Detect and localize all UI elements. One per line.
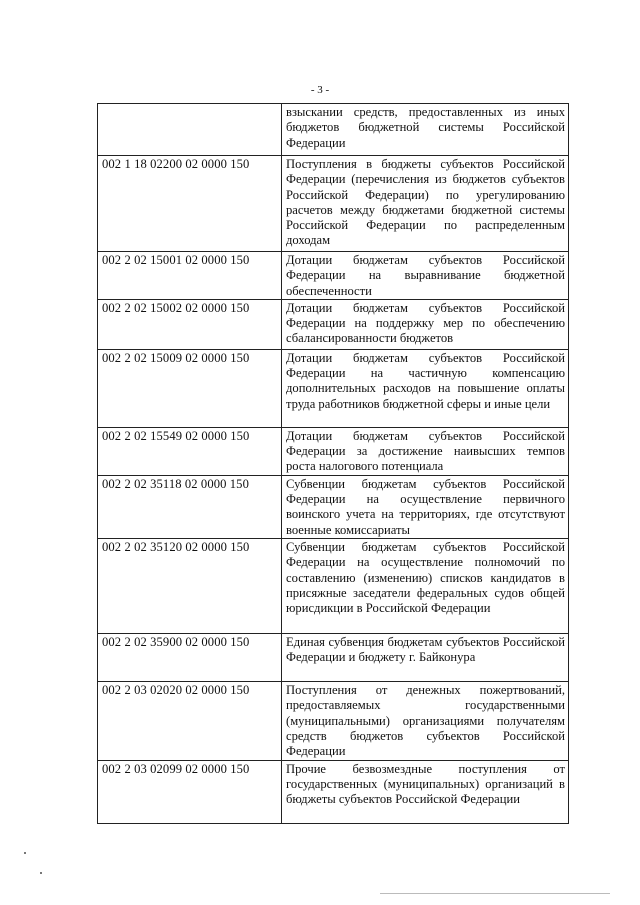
page-number: - 3 -: [310, 84, 330, 96]
budget-code-cell: 002 2 02 35900 02 0000 150: [98, 634, 282, 682]
scan-speck: [40, 872, 42, 874]
table-row: [98, 682, 569, 760]
description-cell: взыскании средств, предоставленных из иных бюджетов бюджетной системы Российской Федерации: [282, 104, 569, 156]
budget-code-cell: [98, 104, 282, 156]
table-row: [98, 760, 569, 823]
description-cell: Дотации бюджетам субъектов Российской Федерации на выравнивание бюджетной обеспеченности: [282, 252, 569, 300]
budget-code-cell: 002 2 02 35118 02 0000 150: [98, 475, 282, 538]
description-cell: Субвенции бюджетам субъектов Российской Федерации на осуществление полномочий по составлению (изменению) списков кандидатов в присяжные заседатели федеральных судов общей юрисдикции в Российской Федерации: [282, 539, 569, 634]
description-cell: Единая субвенция бюджетам субъектов Российской Федерации и бюджету г. Байконура: [282, 634, 569, 682]
budget-code-cell: 002 2 02 15002 02 0000 150: [98, 299, 282, 349]
description-cell: Дотации бюджетам субъектов Российской Федерации на поддержку мер по обеспечению сбалансированности бюджетов: [282, 299, 569, 349]
table-row: [98, 252, 569, 300]
description-cell: Поступления от денежных пожертвований, предоставляемых государственными (муниципальными) организациями получателям средств бюджетов субъектов Российской Федерации: [282, 682, 569, 760]
revenue-codes-table: [97, 103, 569, 824]
table-row: [98, 634, 569, 682]
budget-code-cell: 002 2 03 02099 02 0000 150: [98, 760, 282, 823]
table-row: [98, 539, 569, 634]
table-row: [98, 427, 569, 475]
budget-code-cell: 002 2 02 15009 02 0000 150: [98, 349, 282, 427]
budget-code-cell: 002 2 02 15549 02 0000 150: [98, 427, 282, 475]
description-cell: Поступления в бюджеты субъектов Российской Федерации (перечисления из бюджетов субъектов Российской Федерации) по урегулированию расчетов между бюджетами бюджетной системы Российской Федерации по распределенным доходам: [282, 156, 569, 252]
description-cell: Дотации бюджетам субъектов Российской Федерации за достижение наивысших темпов роста налогового потенциала: [282, 427, 569, 475]
scan-edge-line: [380, 893, 610, 894]
description-cell: Субвенции бюджетам субъектов Российской Федерации на осуществление первичного воинского учета на территориях, где отсутствуют военные комиссариаты: [282, 475, 569, 538]
description-cell: Дотации бюджетам субъектов Российской Федерации на частичную компенсацию дополнительных расходов на повышение оплаты труда работников бюджетной сферы и иные цели: [282, 349, 569, 427]
table-row: [98, 299, 569, 349]
budget-code-cell: 002 1 18 02200 02 0000 150: [98, 156, 282, 252]
budget-code-cell: 002 2 02 15001 02 0000 150: [98, 252, 282, 300]
table-row: [98, 156, 569, 252]
table-row: [98, 349, 569, 427]
scan-speck: [24, 852, 26, 854]
table-row: [98, 475, 569, 538]
budget-code-cell: 002 2 03 02020 02 0000 150: [98, 682, 282, 760]
budget-code-cell: 002 2 02 35120 02 0000 150: [98, 539, 282, 634]
description-cell: Прочие безвозмездные поступления от государственных (муниципальных) организаций в бюджеты субъектов Российской Федерации: [282, 760, 569, 823]
table-row: [98, 104, 569, 156]
